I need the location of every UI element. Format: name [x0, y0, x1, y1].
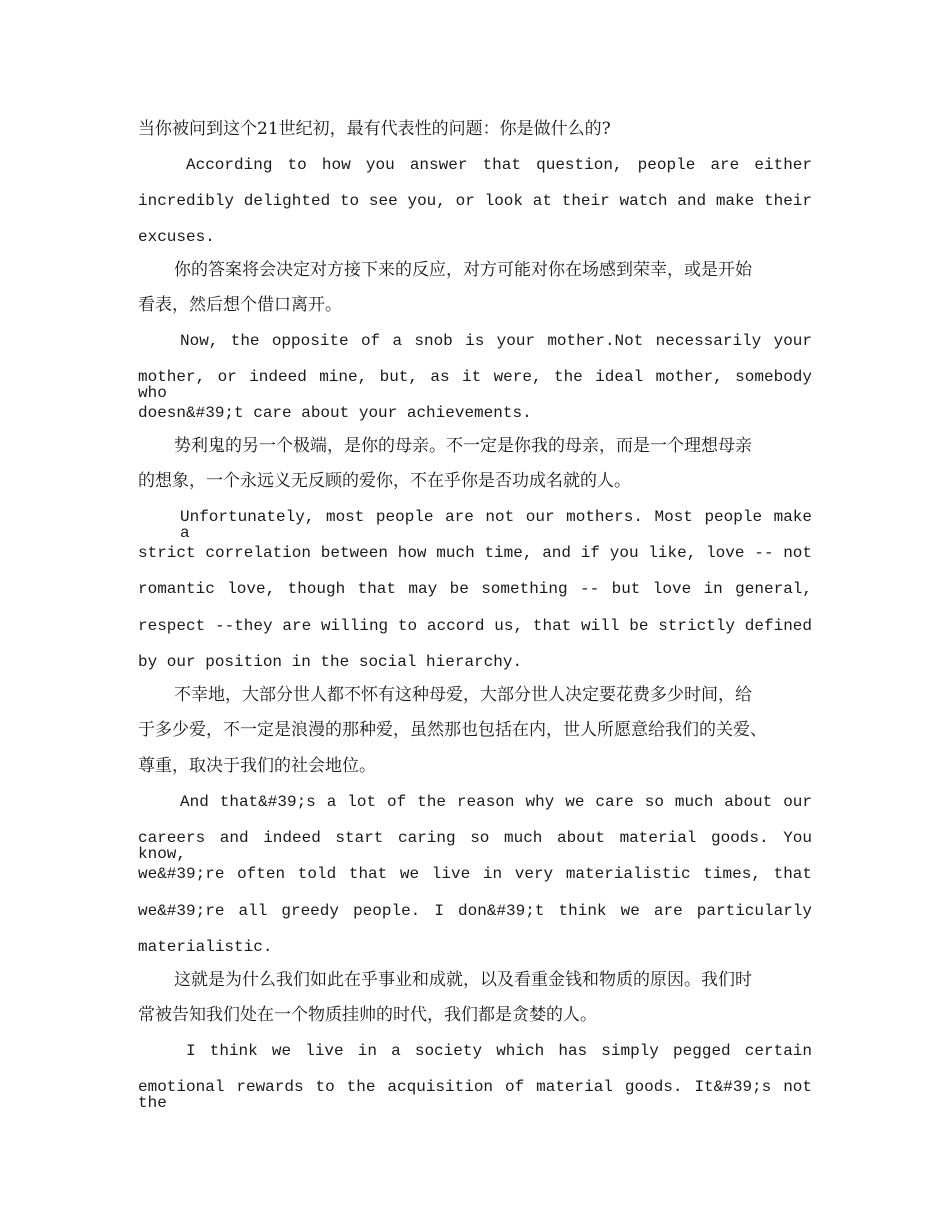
paragraph-line: doesn&#39;t care about your achievements. — [138, 404, 532, 422]
paragraph-line: 当你被问到这个21世纪初，最有代表性的问题：你是做什么的? — [138, 119, 611, 139]
paragraph-line: I think we live in a society which has simply pegged certain — [186, 1042, 812, 1060]
paragraph-line: 这就是为什么我们如此在乎事业和成就，以及看重金钱和物质的原因。我们时 — [174, 970, 752, 990]
paragraph-line: romantic love, though that may be something -- but love in general, — [138, 580, 812, 598]
paragraph-line: we&#39;re often told that we live in very materialistic times, that — [138, 865, 812, 883]
paragraph-line: 的想象，一个永远义无反顾的爱你，不在乎你是否功成名就的人。 — [138, 471, 631, 491]
paragraph-line: 势利鬼的另一个极端，是你的母亲。不一定是你我的母亲，而是一个理想母亲 — [174, 436, 752, 456]
paragraph-line: 看表，然后想个借口离开。 — [138, 295, 342, 315]
paragraph-line: incredibly delighted to see you, or look at their watch and make their — [138, 192, 812, 210]
paragraph-line: 不幸地，大部分世人都不怀有这种母爱，大部分世人决定要花费多少时间，给 — [174, 685, 752, 705]
paragraph-line: strict correlation between how much time, and if you like, love -- not — [138, 544, 812, 562]
paragraph-line: Unfortunately, most people are not our mothers. Most people make a — [180, 508, 812, 542]
paragraph-line: excuses. — [138, 228, 215, 246]
paragraph-line: 尊重，取决于我们的社会地位。 — [138, 756, 376, 776]
paragraph-line: materialistic. — [138, 938, 273, 956]
paragraph-line: we&#39;re all greedy people. I don&#39;t think we are particularly — [138, 902, 812, 920]
paragraph-line: Now, the opposite of a snob is your mother.Not necessarily your — [180, 332, 812, 350]
paragraph-line: respect --they are willing to accord us, that will be strictly defined — [138, 617, 812, 635]
paragraph-line: careers and indeed start caring so much about material goods. You know, — [138, 829, 812, 863]
paragraph-line: mother, or indeed mine, but, as it were, the ideal mother, somebody who — [138, 368, 812, 402]
paragraph-line: by our position in the social hierarchy. — [138, 653, 523, 671]
paragraph-line: emotional rewards to the acquisition of material goods. It&#39;s not the — [138, 1078, 812, 1112]
paragraph-line: 于多少爱，不一定是浪漫的那种爱，虽然那也包括在内，世人所愿意给我们的关爱、 — [138, 720, 767, 740]
paragraph-line: 常被告知我们处在一个物质挂帅的时代，我们都是贪婪的人。 — [138, 1005, 597, 1025]
paragraph-line: According to how you answer that question, people are either — [186, 156, 812, 174]
paragraph-line: And that&#39;s a lot of the reason why we care so much about our — [180, 793, 812, 811]
paragraph-line: 你的答案将会决定对方接下来的反应，对方可能对你在场感到荣幸，或是开始 — [174, 260, 752, 280]
